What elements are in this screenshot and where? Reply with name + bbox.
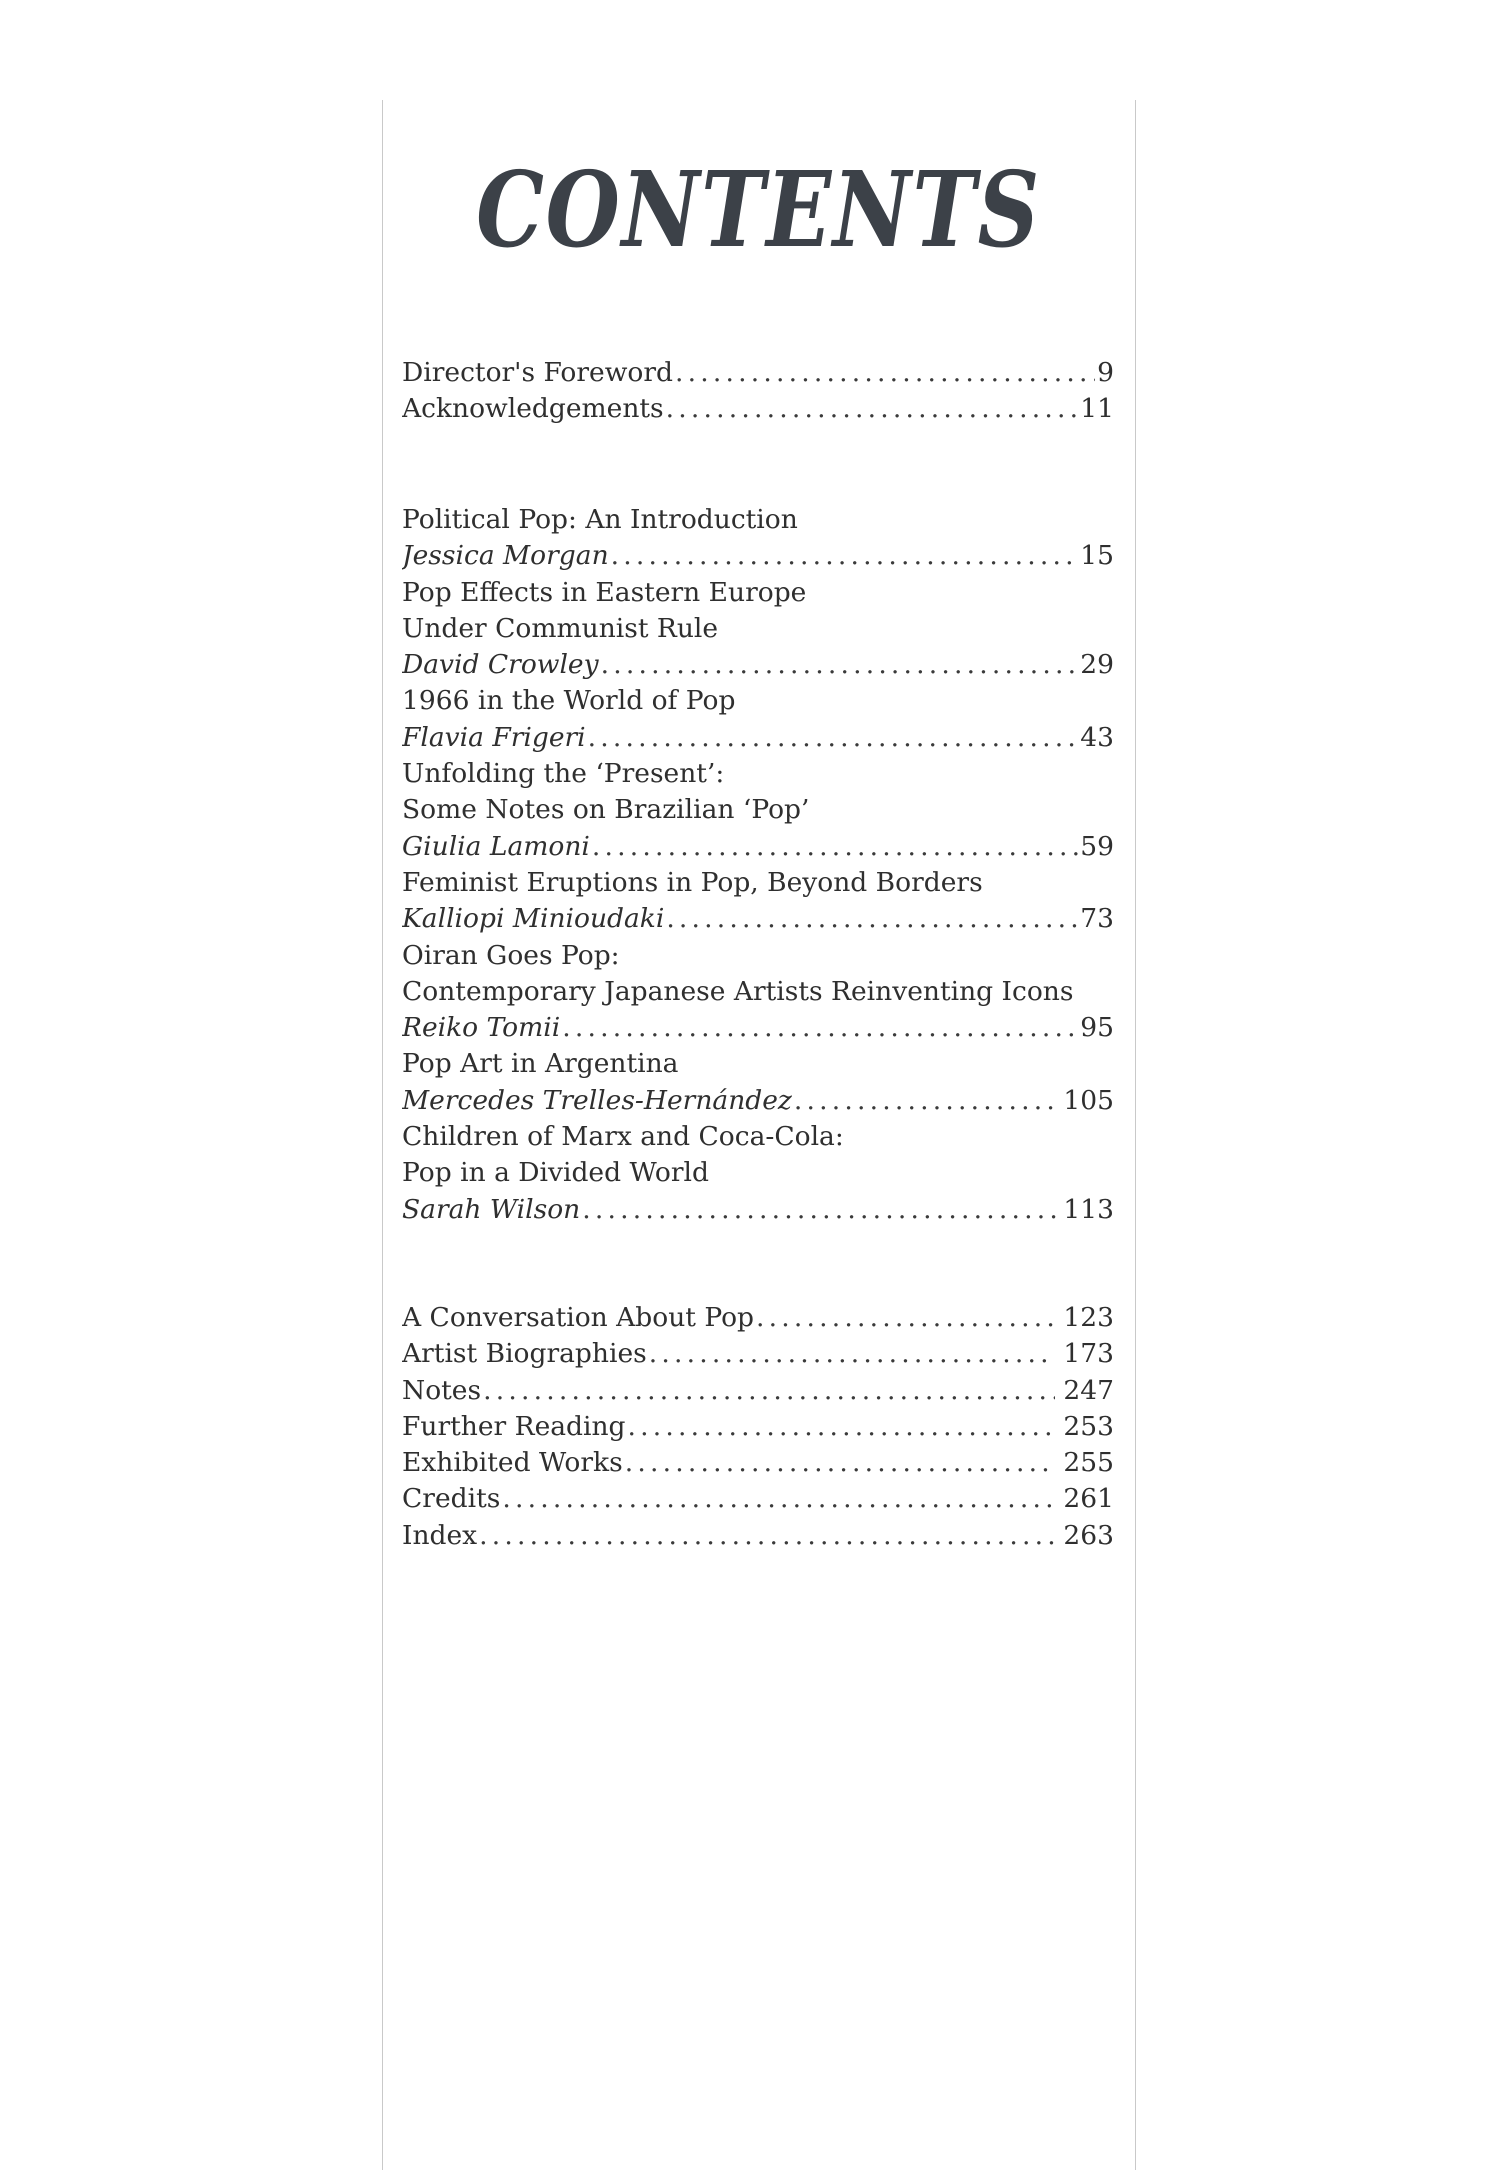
page-number: 247: [1063, 1374, 1114, 1406]
dot-leader: [628, 1409, 1056, 1445]
left-column-rule: [382, 100, 383, 2170]
dot-leader: [582, 1192, 1061, 1228]
essay-author-line: [402, 647, 1114, 683]
page-number: 43: [1080, 721, 1114, 753]
back-matter-entry: [402, 1518, 1114, 1554]
entry-label: Further Reading: [402, 1410, 626, 1442]
dot-leader: [625, 1445, 1056, 1481]
page-number: 123: [1063, 1302, 1114, 1333]
page-number: 29: [1080, 649, 1114, 681]
essay-author: Flavia Frigeri: [402, 721, 586, 753]
page-number: 105: [1063, 1084, 1114, 1116]
essay-author: Giulia Lamoni: [402, 830, 590, 862]
entry-label: Director's Foreword: [402, 357, 674, 388]
front-matter-entry: [402, 391, 1114, 427]
page-number: 261: [1063, 1483, 1114, 1515]
page-number: 11: [1080, 393, 1114, 425]
essay-author-line: [402, 1010, 1114, 1046]
back-matter-entry: [402, 1445, 1114, 1481]
essay-title-line: [402, 974, 1114, 1010]
essays-list: [402, 502, 1114, 1228]
back-matter-entry: [402, 1300, 1114, 1336]
dot-leader: [601, 647, 1079, 683]
page-number: 15: [1080, 540, 1114, 572]
essay-title-line: [402, 1119, 1114, 1155]
essay-title: 1966 in the World of Pop: [402, 685, 736, 717]
dot-leader: [483, 1373, 1055, 1409]
entry-label: Acknowledgements: [402, 393, 664, 425]
essay-title: Pop in a Divided World: [402, 1157, 709, 1189]
essay-title-line: [402, 865, 1114, 901]
dot-leader: [649, 1336, 1056, 1372]
entry-label: A Conversation About Pop: [402, 1302, 755, 1333]
essay-author-line: [402, 829, 1114, 865]
essay-title-line: [402, 756, 1114, 792]
front-matter-entry: [402, 355, 1114, 391]
page-number: 263: [1063, 1519, 1114, 1551]
back-matter-entry: [402, 1336, 1114, 1372]
essay-author-line: [402, 538, 1114, 574]
dot-leader: [479, 1518, 1055, 1554]
essay-title-line: [402, 792, 1114, 828]
front-matter-list: [402, 355, 1114, 428]
essay-title: Political Pop: An Introduction: [402, 504, 798, 535]
back-matter-entry: [402, 1373, 1114, 1409]
essay-author: Jessica Morgan: [402, 540, 609, 572]
essay-title-line: [402, 575, 1114, 611]
essay-author: Mercedes Trelles-Hernández: [402, 1084, 792, 1116]
entry-label: Artist Biographies: [402, 1338, 647, 1370]
entry-label: Index: [402, 1519, 478, 1551]
dot-leader: [562, 1010, 1078, 1046]
essay-author: Sarah Wilson: [402, 1193, 581, 1225]
essay-title: Contemporary Japanese Artists Reinventing Icons: [402, 975, 1074, 1007]
essay-title-line: [402, 611, 1114, 647]
back-matter-entry: [402, 1481, 1114, 1517]
page-number: 113: [1063, 1193, 1114, 1225]
essay-title-line: [402, 1155, 1114, 1191]
page-number: 73: [1080, 903, 1114, 935]
essay-title-line: [402, 938, 1114, 974]
dot-leader: [666, 901, 1078, 937]
dot-leader: [666, 391, 1079, 427]
dot-leader: [794, 1083, 1062, 1119]
right-column-rule: [1135, 100, 1136, 2170]
essay-title: Under Communist Rule: [402, 612, 719, 644]
back-matter-list: [402, 1300, 1114, 1554]
entry-label: Notes: [402, 1374, 482, 1406]
essay-title: Pop Effects in Eastern Europe: [402, 576, 807, 608]
essay-author: Reiko Tomii: [402, 1012, 561, 1044]
dot-leader: [611, 538, 1079, 574]
back-matter-entry: [402, 1409, 1114, 1445]
essay-title: Children of Marx and Coca-Cola:: [402, 1121, 844, 1153]
essay-author-line: [402, 720, 1114, 756]
essay-author-line: [402, 901, 1114, 937]
dot-leader: [502, 1481, 1055, 1517]
essay-author-line: [402, 1192, 1114, 1228]
essay-author: David Crowley: [402, 649, 599, 681]
dot-leader: [756, 1300, 1055, 1336]
page-number: 9: [1097, 357, 1114, 388]
page-number: 173: [1063, 1338, 1114, 1370]
entry-label: Credits: [402, 1483, 501, 1515]
essay-title-line: [402, 683, 1114, 719]
page-number: 95: [1080, 1012, 1114, 1044]
essay-title: Some Notes on Brazilian ‘Pop’: [402, 794, 810, 826]
essay-title: Pop Art in Argentina: [402, 1048, 679, 1080]
essay-title: Unfolding the ‘Present’:: [402, 758, 725, 790]
dot-leader: [588, 720, 1079, 756]
page-title: CONTENTS: [476, 147, 1041, 271]
page-number: 59: [1080, 830, 1114, 862]
entry-label: Exhibited Works: [402, 1447, 623, 1479]
essay-title: Oiran Goes Pop:: [402, 939, 620, 971]
dot-leader: [675, 355, 1095, 391]
dot-leader: [592, 829, 1078, 865]
essay-title-line: [402, 502, 1114, 538]
essay-title-line: [402, 1046, 1114, 1082]
page-number: 255: [1063, 1447, 1114, 1479]
essay-author: Kalliopi Minioudaki: [402, 903, 665, 935]
essay-author-line: [402, 1083, 1114, 1119]
page-number: 253: [1063, 1410, 1114, 1442]
essay-title: Feminist Eruptions in Pop, Beyond Borders: [402, 866, 983, 898]
